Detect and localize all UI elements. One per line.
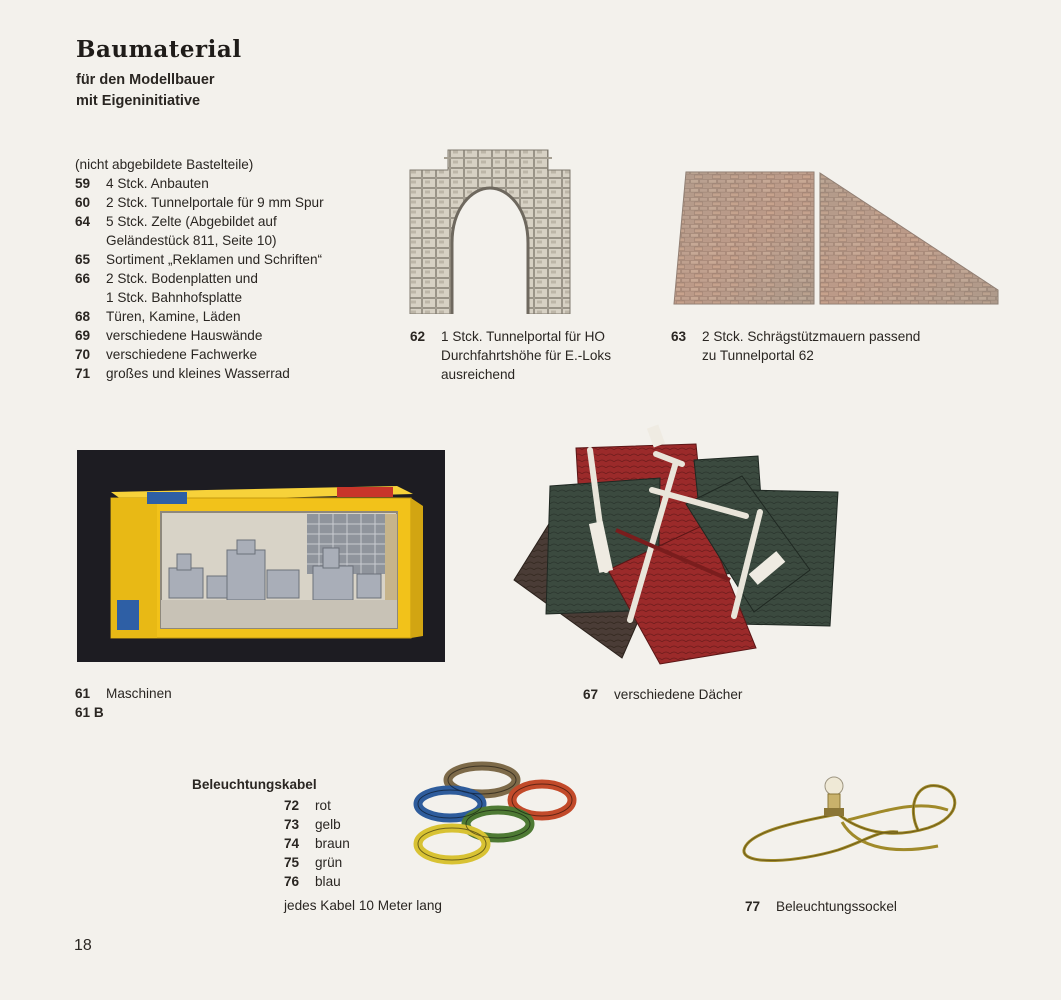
caption-61: 61 Maschinen 61 B bbox=[75, 686, 172, 720]
list-item: 70 verschiedene Fachwerke bbox=[75, 347, 258, 362]
cables-list bbox=[284, 796, 350, 891]
parts-list-intro: (nicht abgebildete Bastelteile) bbox=[75, 157, 254, 172]
list-item: 69 verschiedene Hauswände bbox=[75, 328, 263, 343]
parts-list bbox=[75, 155, 324, 383]
list-item: 76 blau bbox=[284, 874, 341, 889]
cables-heading: Beleuchtungskabel bbox=[192, 777, 317, 792]
roofs-image bbox=[510, 420, 842, 666]
tunnel-portal-image bbox=[408, 148, 572, 314]
page-subtitle-line1: für den Modellbauer bbox=[76, 72, 215, 88]
caption-77: 77 Beleuchtungssockel bbox=[745, 899, 897, 914]
page-subtitle-line2: mit Eigeninitiative bbox=[76, 93, 201, 109]
list-item: 73 gelb bbox=[284, 817, 341, 832]
list-item: 64 5 Stck. Zelte (Abgebildet auf bbox=[75, 214, 277, 229]
machines-box-image bbox=[77, 450, 445, 662]
caption-67: 67 verschiedene Dächer bbox=[583, 687, 743, 702]
list-item: 59 4 Stck. Anbauten bbox=[75, 176, 209, 191]
list-item: 60 2 Stck. Tunnelportale für 9 mm Spur bbox=[75, 195, 324, 210]
retaining-wall-image bbox=[672, 170, 1002, 306]
list-item: 75 grün bbox=[284, 855, 343, 870]
list-item: 74 braun bbox=[284, 836, 350, 851]
page-number: 18 bbox=[74, 937, 92, 954]
caption-62: 62 1 Stck. Tunnelportal für HO Durchfahrtshöhe für E.-Loks ausreichend bbox=[410, 329, 612, 382]
list-item: 1 Stck. Bahnhofsplatte bbox=[106, 290, 243, 305]
list-item: 72 rot bbox=[284, 798, 331, 813]
list-item: 68 Türen, Kamine, Läden bbox=[75, 309, 241, 324]
page-title: Baumaterial bbox=[76, 36, 242, 63]
list-item: Geländestück 811, Seite 10) bbox=[106, 233, 277, 248]
lamp-socket-image bbox=[738, 770, 968, 870]
list-item: 65 Sortiment „Reklamen und Schriften“ bbox=[75, 252, 323, 267]
list-item: 71 großes und kleines Wasserrad bbox=[75, 366, 290, 381]
cables-note: jedes Kabel 10 Meter lang bbox=[284, 898, 442, 913]
caption-63: 63 2 Stck. Schrägstützmauern passend zu Tunnelportal 62 bbox=[671, 329, 921, 363]
cable-coils-image bbox=[402, 760, 580, 870]
list-item: 66 2 Stck. Bodenplatten und bbox=[75, 271, 258, 286]
